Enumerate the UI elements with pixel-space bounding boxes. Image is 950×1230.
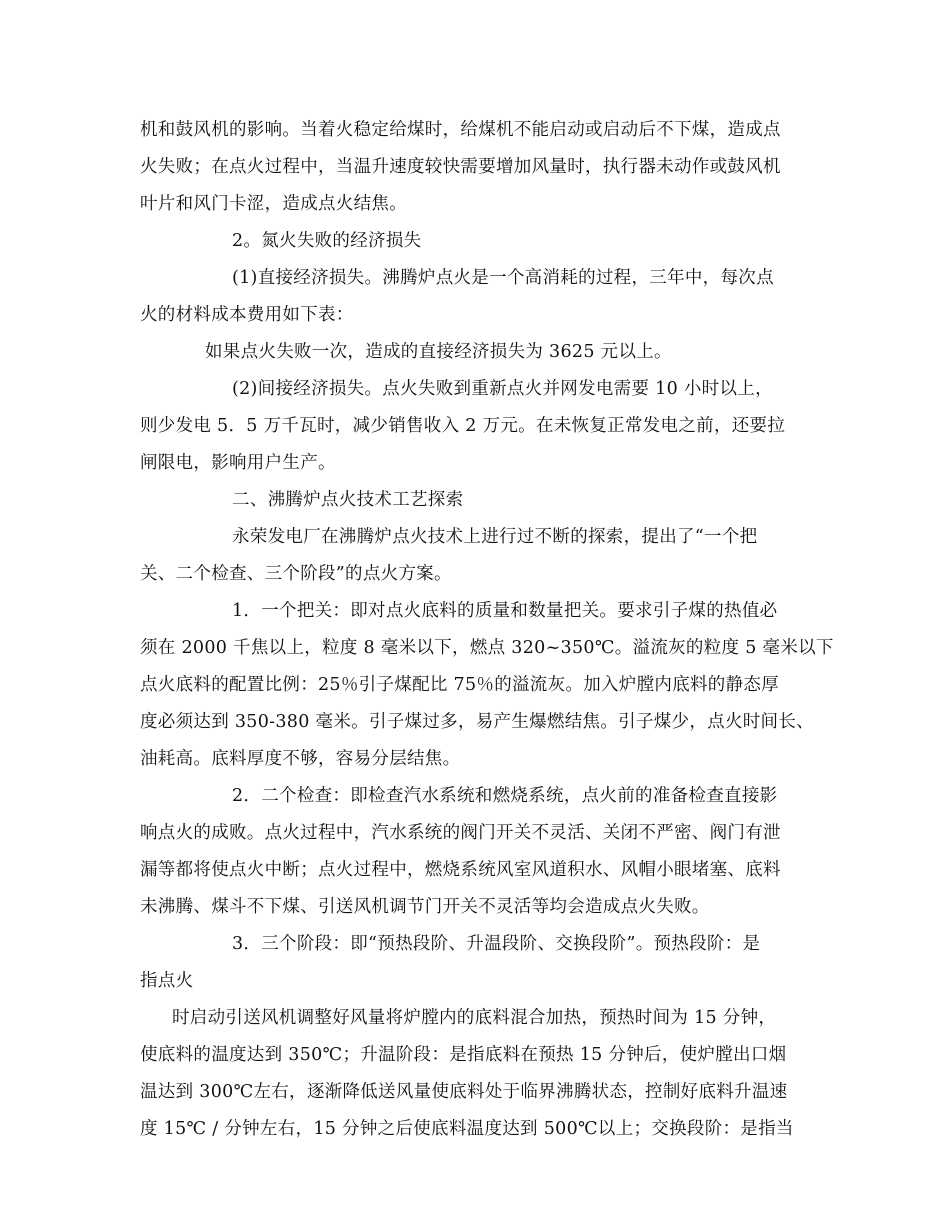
body-text-line: (1)直接经济损失。沸腾炉点火是一个高消耗的过程，三年中，每次点 — [232, 268, 774, 288]
body-text-line: (2)间接经济损失。点火失败到重新点火并网发电需要 10 小时以上， — [232, 379, 773, 399]
body-text-line: 度必须达到 350-380 毫米。引子煤过多，易产生爆燃结焦。引子煤少，点火时间长、 — [140, 712, 814, 732]
body-text-line: 使底料的温度达到 350℃；升温阶段：是指底料在预热 15 分钟后，使炉膛出口烟 — [140, 1045, 787, 1065]
body-text-line: 1．一个把关：即对点火底料的质量和数量把关。要求引子煤的热值必 — [232, 601, 778, 621]
section-heading: 2。氮火失败的经济损失 — [232, 231, 422, 251]
body-text-line: 漏等都将使点火中断；点火过程中，燃烧系统风室风道积水、风帽小眼堵塞、底料 — [140, 860, 781, 880]
body-text-line: 则少发电 5．5 万千瓦时，减少销售收入 2 万元。在未恢复正常发电之前，还要拉 — [140, 416, 786, 436]
body-text-line: 油耗高。底料厚度不够，容易分层结焦。 — [140, 749, 461, 769]
body-text-line: 温达到 300℃左右，逐渐降低送风量使底料处于临界沸腾状态，控制好底料升温速 — [140, 1082, 788, 1102]
section-heading: 二、沸腾炉点火技术工艺探索 — [232, 490, 464, 510]
body-text-line: 闸限电，影响用户生产。 — [140, 453, 336, 473]
body-text-line: 指点火 — [140, 971, 194, 991]
body-text-line: 须在 2000 千焦以上，粒度 8 毫米以下，燃点 320~350℃。溢流灰的粒度 5 毫米以下 — [140, 638, 834, 658]
body-text-line: 火失败；在点火过程中，当温升速度较快需要增加风量时，执行器未动作或鼓风机 — [140, 157, 781, 177]
body-text-line: 点火底料的配置比例：25％引子煤配比 75％的溢流灰。加入炉膛内底料的静态厚 — [140, 675, 779, 695]
body-text-line: 3．三个阶段：即“预热段阶、升温段阶、交换段阶”。预热段阶：是 — [232, 934, 761, 954]
body-text-line: 火的材料成本费用如下表： — [140, 305, 354, 325]
body-text-line: 响点火的成败。点火过程中，汽水系统的阀门开关不灵活、关闭不严密、阀门有泄 — [140, 823, 781, 843]
body-text-line: 未沸腾、煤斗不下煤、引送风机调节门开关不灵活等均会造成点火失败。 — [140, 897, 710, 917]
body-text-line: 2．二个检查：即检查汽水系统和燃烧系统，点火前的准备检查直接影 — [232, 786, 778, 806]
body-text-line: 如果点火失败一次，造成的直接经济损失为 3625 元以上。 — [205, 342, 672, 362]
body-text-line: 叶片和风门卡涩，造成点火结焦。 — [140, 194, 407, 214]
body-text-line: 度 15℃ / 分钟左右，15 分钟之后使底料温度达到 500℃以上；交换段阶：是指当 — [140, 1119, 794, 1139]
body-text-line: 机和鼓风机的影响。当着火稳定给煤时，给煤机不能启动或启动后不下煤，造成点 — [140, 120, 781, 140]
body-text-line: 永荣发电厂在沸腾炉点火技术上进行过不断的探索，提出了“一个把 — [232, 527, 758, 547]
body-text-line: 关、二个检查、三个阶段”的点火方案。 — [140, 564, 452, 584]
body-text-line: 时启动引送风机调整好风量将炉膛内的底料混合加热，预热时间为 15 分钟， — [172, 1008, 777, 1028]
